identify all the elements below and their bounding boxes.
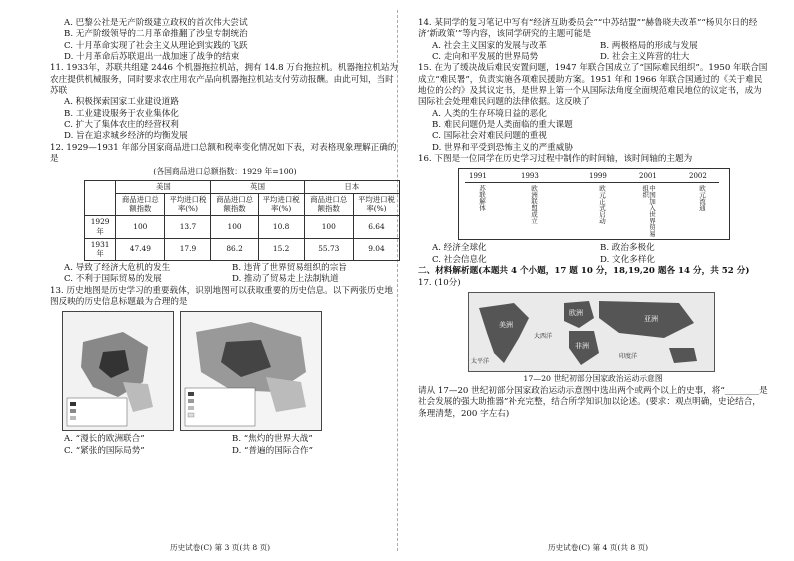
timeline-event: 欧元正式启动: [598, 185, 606, 225]
map-label: 太平洋: [471, 357, 490, 365]
cell: 55.73: [304, 238, 353, 261]
cell: 17.9: [165, 238, 211, 261]
q12-options-row1: [50, 263, 400, 274]
cell: 15.2: [258, 238, 304, 261]
cell: 6.64: [353, 216, 399, 239]
sub-header: 平均进口税率(%): [353, 193, 399, 216]
q10-option-a: A. 巴黎公社是无产阶级建立政权的首次伟大尝试: [64, 18, 248, 28]
q14-option-d: D. 社会主义阵营的壮大: [600, 52, 690, 63]
q13-options-row1: [50, 434, 400, 445]
country-header: 英国: [211, 180, 304, 193]
q16-options-row2: [418, 255, 768, 266]
q14-stem: 14. 某同学的复习笔记中写有“经济互助委员会”“中苏结盟”“赫鲁晓夫改革”“杨贝尔日的经济‘新政策’”等内容，该同学研究的主题可能是: [418, 18, 758, 40]
q12-options-row2: [50, 274, 400, 285]
q12-option-d: D. 推动了贸易走上法制轨道: [232, 274, 339, 285]
q10-option-c: C. 十月革命实现了社会主义从理论到实践的飞跃: [64, 40, 248, 51]
cell: 100: [116, 216, 165, 239]
q12-table-caption: (各国商品进口总额指数：1929 年=100): [153, 167, 297, 177]
q14-option-c: C. 走向和平发展的世界局势: [432, 52, 539, 63]
country-header: 美国: [116, 180, 211, 193]
timeline-event: 欧元流通: [698, 185, 706, 212]
table-row: [85, 238, 400, 261]
table-corner: [85, 180, 116, 215]
q10-option-b: B. 无产阶级领导的二月革命推翻了沙皇专制统治: [64, 29, 248, 40]
left-page: [50, 18, 400, 457]
q14-options-row2: [418, 52, 768, 63]
timeline-event: 中国加入世界贸易组织: [641, 185, 656, 238]
map-label: 印度洋: [619, 352, 638, 360]
sub-header: 商品进口总额指数: [211, 193, 258, 216]
map-label: 美洲: [499, 320, 513, 329]
cell: 13.7: [165, 216, 211, 239]
q12-stem: 12. 1929—1931 年部分国家商品进口总额和税率变化情况如下表，对表格现象理解正确的是: [50, 142, 397, 165]
sub-header: 商品进口总额指数: [304, 193, 353, 216]
q14-option-b: B. 两极格局的形成与发展: [600, 40, 698, 51]
q15-stem: 15. 在为了缓决战后难民安置问题，1947 年联合国成立了“国际难民组织”。1950 年联合国成立“难民署”，负责实施各项难民援助方案。1951 年和 1966 年联合国通过的《关于难民地位的公约》及其议定书，是世界上第一个从国际法角度全面规范难民地位的议定书，成为国际社会处理难民问题的法律依据。这反映了: [418, 63, 768, 108]
q14-options-row1: [418, 41, 768, 52]
q11-stem: 11. 1933年，苏联共组建 2446 个机器拖拉机站，拥有 14.8 万台拖拉机。机器拖拉机站为农庄提供机械服务，同时要求农庄用农产品向机器拖拉机站支付劳动报酬。由此可知，当时苏联: [50, 63, 399, 97]
section-two-heading: 二、材料解析题(本题共 4 个小题，17 题 10 分，18,19,20 题各 14 分，共 52 分): [418, 266, 750, 277]
timeline-axis: [465, 182, 719, 183]
q16-option-a: A. 经济全球化: [432, 243, 487, 254]
cell: 100: [304, 216, 353, 239]
right-page-footer: 历史试卷(C) 第 4 页(共 8 页): [548, 542, 649, 552]
map-label: 亚洲: [644, 314, 658, 323]
q13-option-a: A. “漫长的欧洲联合”: [64, 434, 145, 445]
q16-option-c: C. 社会信息化: [432, 254, 487, 265]
cell: 86.2: [211, 238, 258, 261]
q12-option-a: A. 导致了经济大危机的发生: [64, 263, 171, 274]
sub-header: 商品进口总额指数: [116, 193, 165, 216]
q12-option-c: C. 不利于国际贸易的发展: [64, 274, 162, 285]
q16-option-d: D. 文化多样化: [600, 254, 656, 265]
left-page-footer: 历史试卷(C) 第 3 页(共 8 页): [170, 542, 271, 552]
q11-option-c: C. 扩大了集体农庄的经营权利: [64, 120, 179, 131]
world-map-drawing: [469, 293, 714, 371]
q12-option-b: B. 违背了世界贸易组织的宗旨: [232, 263, 347, 274]
cell: 9.04: [353, 238, 399, 261]
q17-world-map: [468, 292, 715, 372]
q15-option-a: A. 人类的生存环境日益的恶化: [432, 108, 547, 119]
row-year: 1931 年: [85, 238, 116, 261]
q12-table: [84, 180, 400, 261]
q13-stem: 13. 历史地图是历史学习的重要载体，识别地图可以获取重要的历史信息。以下两张历史地图反映的历史信息标题最为合理的是: [50, 285, 393, 308]
cell: 100: [211, 216, 258, 239]
q10-option-d: D. 十月革命后苏联退出一战加速了战争的结束: [64, 52, 240, 63]
q17-instructions: 请从 17—20 世纪初部分国家政治运动示意图中选出两个或两个以上的史事，将“________是社会发展的强大助推器”补充完整，结合所学知识加以论述。(要求：观点明确，史论结合，条理清楚，200 字左右): [418, 386, 768, 419]
q14-option-a: A. 社会主义国家的发展与改革: [432, 40, 547, 51]
table-row: [85, 216, 400, 239]
timeline-year: 1991: [469, 172, 487, 181]
q16-timeline: [458, 168, 730, 240]
timeline-event: 苏联解体: [478, 185, 486, 212]
right-page: [418, 18, 768, 420]
europe-map-2-drawing: [181, 312, 321, 430]
cell: 10.8: [258, 216, 304, 239]
q17-heading: 17. (10分): [418, 277, 461, 288]
q11-option-b: B. 工业建设服务于农业集体化: [64, 108, 179, 119]
row-year: 1929 年: [85, 216, 116, 239]
q13-maps: [62, 311, 400, 431]
sub-header: 平均进口税率(%): [258, 193, 304, 216]
map-label: 大西洋: [534, 332, 553, 340]
q15-option-b: B. 难民问题仍是人类面临的重大课题: [432, 120, 573, 131]
sub-header: 平均进口税率(%): [165, 193, 211, 216]
europe-map-2: [180, 311, 322, 431]
q15-option-d: D. 世界和平受到恐怖主义的严重威胁: [432, 142, 573, 153]
timeline-year: 1999: [589, 172, 607, 181]
timeline-year: 2002: [689, 172, 707, 181]
country-header: 日本: [304, 180, 399, 193]
q16-stem: 16. 下图是一位同学在历史学习过程中制作的时间轴，该时间轴的主题为: [418, 154, 693, 165]
map-label: 欧洲: [569, 308, 583, 317]
q13-option-d: D. “普遍的国际合作”: [232, 445, 313, 456]
q17-map-caption: 17—20 世纪初部分国家政治运动示意图: [523, 373, 663, 383]
timeline-year: 2001: [639, 172, 657, 181]
timeline-event: 欧洲联盟成立: [530, 185, 538, 225]
q13-options-row2: [50, 446, 400, 457]
europe-map-1: [62, 311, 174, 431]
q15-option-c: C. 国际社会对难民问题的重视: [432, 131, 547, 142]
map-label: 非洲: [575, 341, 589, 350]
q13-option-c: C. “紧张的国际局势”: [64, 445, 145, 456]
timeline-year: 1993: [521, 172, 539, 181]
q16-option-b: B. 政治多极化: [600, 243, 655, 254]
cell: 47.49: [116, 238, 165, 261]
q11-option-d: D. 旨在追求城乡经济的均衡发展: [64, 131, 188, 142]
europe-map-1-drawing: [63, 312, 173, 430]
q11-option-a: A. 积极探索国家工业建设道路: [64, 97, 179, 108]
q13-option-b: B. “焦灼的世界大战”: [232, 434, 313, 445]
q16-options-row1: [418, 243, 768, 254]
